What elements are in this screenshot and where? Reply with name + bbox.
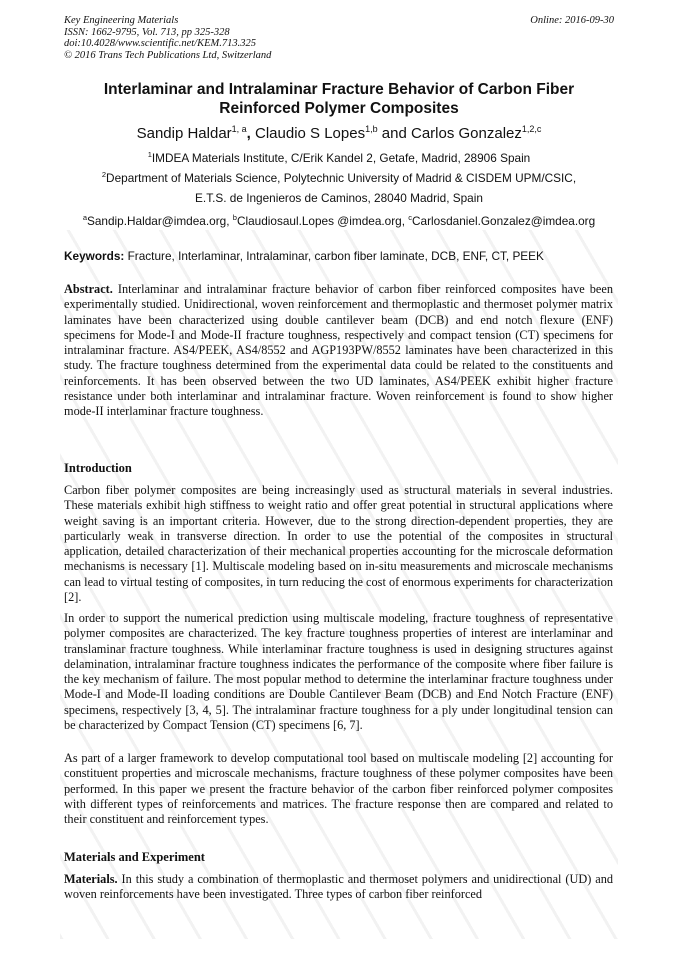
affiliation-2-cont: E.T.S. de Ingenieros de Caminos, 28040 Madrid, Spain	[195, 191, 483, 205]
affiliation-1	[40, 150, 638, 165]
email-b-sup: b	[232, 213, 237, 222]
materials-text: In this study a combination of thermoplastic and thermoset polymers and unidirectional (UD) and woven reinforcements have been investigated. Three types of carbon fiber reinforced	[64, 872, 613, 902]
keywords-line	[64, 249, 614, 263]
affiliation-1-text: IMDEA Materials Institute, C/Erik Kandel 2, Getafe, Madrid, 28906 Spain	[151, 150, 531, 165]
author-3-name: Carlos Gonzalez	[410, 125, 522, 142]
email-c-sup: c	[408, 213, 413, 222]
issn-line: ISSN: 1662-9795, Vol. 713, pp 325-328	[64, 26, 230, 38]
keywords-label: Keywords:	[64, 249, 125, 263]
author-3-sup: 1,2,c	[521, 124, 542, 134]
author-and: and	[377, 125, 411, 142]
author-separator: ,	[246, 125, 251, 142]
abstract-paragraph	[64, 282, 613, 420]
email-c: Carlosdaniel.Gonzalez@imdea.org	[412, 213, 596, 228]
affiliation-2-text: Department of Materials Science, Polytechnic University of Madrid & CISDEM UPM/CSIC,	[106, 170, 577, 185]
author-list	[40, 124, 638, 142]
author-1-sup: 1, a	[231, 124, 247, 134]
online-date: Online: 2016-09-30	[530, 15, 614, 26]
email-line	[40, 213, 638, 228]
abstract-label: Abstract.	[64, 282, 113, 296]
materials-heading: Materials and Experiment	[64, 850, 205, 864]
intro-paragraph-1: Carbon fiber polymer composites are being increasingly used as structural materials in several industries. These materials exhibit high stiffness to weight ratio and offer great potential in structural applications where weight saving is an important criteria. However, due to the strong direction-dependent properties, they are particularly weak in transverse direction. In order to use the potential of the composites in structural application, detailed characterization of their mechanical properties accounting for the microscale deformation mechanisms is necessary [1]. Multiscale modeling based on in-situ measurements and microscale mechanisms can lead to virtual testing of composites, in turn reducing the cost of enormous experiments for characterization [2].	[64, 483, 613, 605]
affiliation-2	[40, 170, 638, 185]
abstract-text: Interlaminar and intralaminar fracture behavior of carbon fiber reinforced composites have been experimentally studied. Unidirectional, woven reinforcement and thermoplastic and thermoset polymer matrix laminates have been characterized using double cantilever beam (DCB) and end notch flexure (ENF) specimens for Mode-I and Mode-II fracture toughness, respectively and compact tension (CT) specimens for intralaminar fracture. AS4/PEEK, AS4/8552 and AGP193PW/8552 laminates have been characterized in this study. The fracture toughness determined from the experimental data could be related to the constituents and reinforcements. It has been observed between the two UD laminates, AS4/PEEK exhibit higher fracture resistance under both interlaminar and intralaminar fracture. Woven reinforcement is found to show higher mode-II interlaminar fracture toughness.	[64, 282, 613, 419]
copyright-line: © 2016 Trans Tech Publications Ltd, Switzerland	[64, 49, 272, 61]
intro-paragraph-3: As part of a larger framework to develop computational tool based on multiscale modeling [2] accounting for constituent properties and microscale mechanisms, fracture toughness of these polymer composites have been performed. In this paper we present the fracture behavior of the carbon fiber reinforced polymer composites with different types of reinforcements and matrices. The fracture response then are compared and related to their constituent and reinforcement types.	[64, 751, 613, 827]
author-2-sup: 1,b	[365, 124, 378, 134]
email-a: Sandip.Haldar@imdea.org,	[87, 213, 233, 228]
title-line-2: Reinforced Polymer Composites	[219, 100, 459, 117]
materials-paragraph	[64, 872, 613, 903]
keywords-text: Fracture, Interlaminar, Intralaminar, carbon fiber laminate, DCB, ENF, CT, PEEK	[124, 249, 544, 263]
affiliation-2-sup: 2	[101, 170, 107, 179]
author-2-name: Claudio S Lopes	[250, 125, 366, 142]
journal-header	[64, 15, 271, 61]
journal-name: Key Engineering Materials	[64, 15, 179, 26]
introduction-heading: Introduction	[64, 461, 132, 475]
materials-lead: Materials.	[64, 872, 118, 886]
intro-paragraph-2: In order to support the numerical prediction using multiscale modeling, fracture toughness of representative polymer composites are characterized. The key fracture toughness properties of interest are interlaminar and translaminar fracture toughness. While interlaminar fracture toughness is used in designing structures against delamination, intralaminar fracture toughness indicates the performance of the composite where fiber failure is the key mechanism of failure. The most popular method to determine the interlaminar fracture toughness under Mode-I and Mode-II loading conditions are Double Cantilever Beam (DCB) and End Notch Fracture (ENF) specimens, respectively [3, 4, 5]. The intralaminar fracture toughness for a ply under longitudinal tension can be characterized by Compact Tension (CT) specimens [6, 7].	[64, 611, 613, 733]
paper-title	[64, 80, 614, 118]
title-line-1: Interlaminar and Intralaminar Fracture Behavior of Carbon Fiber	[103, 81, 575, 98]
affiliation-1-sup: 1	[147, 150, 152, 159]
email-a-sup: a	[82, 213, 87, 222]
author-1-name: Sandip Haldar	[136, 125, 232, 142]
email-b: Claudiosaul.Lopes @imdea.org,	[236, 213, 409, 228]
doi-line: doi:10.4028/www.scientific.net/KEM.713.325	[64, 38, 256, 50]
